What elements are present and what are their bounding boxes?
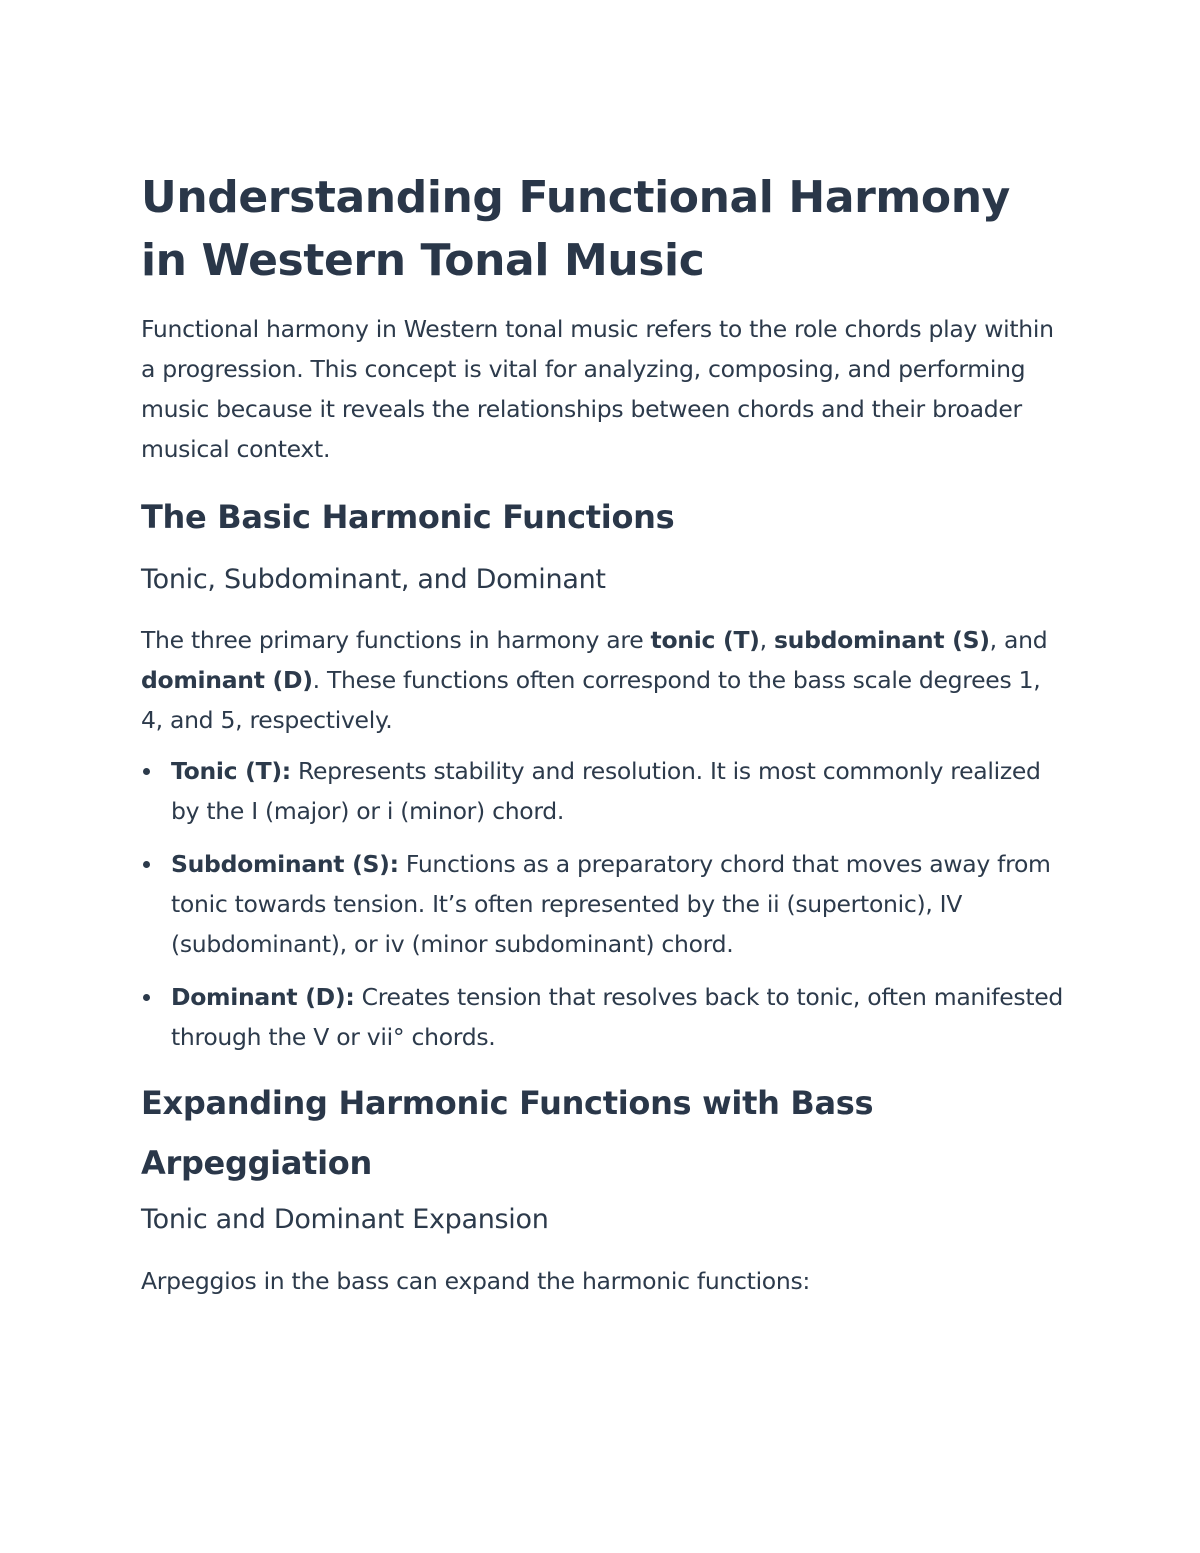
paragraph-text: , and xyxy=(989,626,1048,654)
list-item-term: Tonic (T): xyxy=(171,757,291,785)
subheading-tonic-dominant-expansion: Tonic and Dominant Expansion xyxy=(141,1204,549,1235)
document-title: Understanding Functional Harmony in Western Tonal Music xyxy=(141,172,1010,286)
document-page xyxy=(141,166,1066,1301)
list-item-text: Represents stability and resolution. It is most commonly realized by the I (major) or i (minor) chord. xyxy=(171,757,1041,825)
subheading-tonic-subdominant-dominant: Tonic, Subdominant, and Dominant xyxy=(141,564,606,595)
section-heading-expanding-functions: Expanding Harmonic Functions with Bass Arpeggiation xyxy=(141,1084,874,1182)
paragraph-text: , xyxy=(759,626,774,654)
term-subdominant: subdominant (S) xyxy=(773,626,990,654)
primary-functions-paragraph xyxy=(141,620,1066,740)
bullet-icon xyxy=(143,768,150,775)
term-tonic: tonic (T) xyxy=(650,626,760,654)
bullet-icon xyxy=(143,994,150,1001)
list-item xyxy=(141,977,1066,1057)
section-heading-basic-functions: The Basic Harmonic Functions xyxy=(141,498,675,536)
paragraph-text: . These functions often correspond to the bass scale degrees 1, 4, and 5, respectively. xyxy=(141,666,1041,734)
bullet-icon xyxy=(143,861,150,868)
term-dominant: dominant (D) xyxy=(141,666,313,694)
list-item-term: Dominant (D): xyxy=(171,983,355,1011)
intro-paragraph: Functional harmony in Western tonal music refers to the role chords play within a progression. This concept is vital for analyzing, composing, and performing music because it reveals the relationships between chords and their broader musical context. xyxy=(141,315,1054,463)
list-item xyxy=(141,844,1066,964)
paragraph-text: The three primary functions in harmony are xyxy=(141,626,651,654)
list-item-text: Functions as a preparatory chord that moves away from tonic towards tension. It’s often represented by the ii (supertonic), IV (subdominant), or iv (minor subdominant) chord. xyxy=(171,850,1051,958)
arpeggios-paragraph: Arpeggios in the bass can expand the harmonic functions: xyxy=(141,1267,811,1295)
list-item xyxy=(141,751,1066,831)
list-item-text: Creates tension that resolves back to tonic, often manifested through the V or vii° chords. xyxy=(171,983,1064,1051)
functions-list xyxy=(141,751,1066,1057)
list-item-term: Subdominant (S): xyxy=(171,850,399,878)
